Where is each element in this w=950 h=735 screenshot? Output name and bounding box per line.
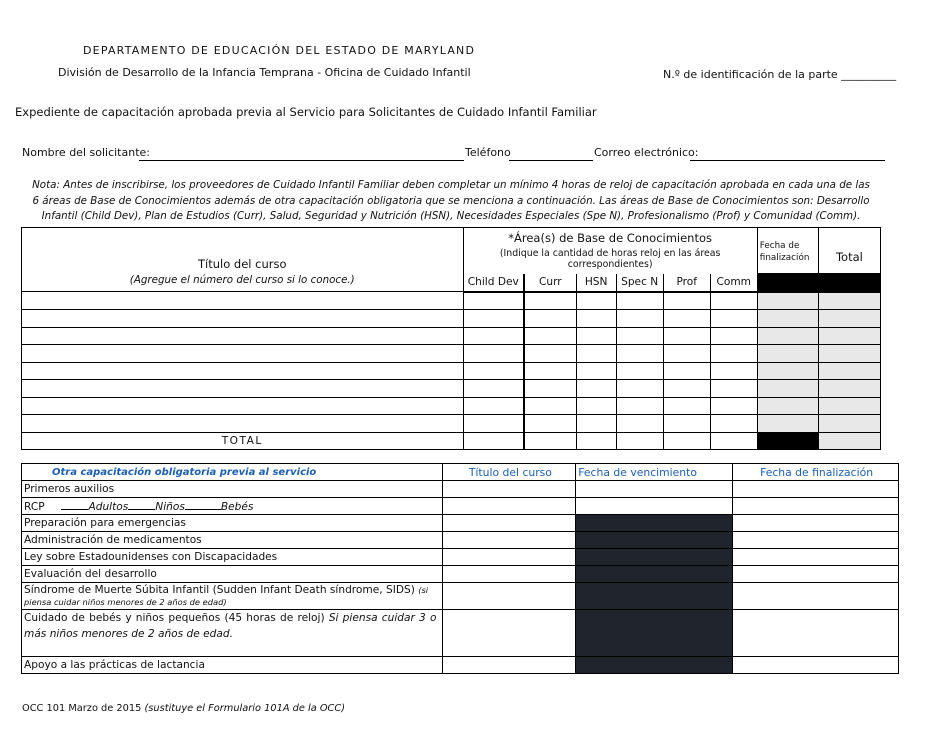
row-cpr[interactable] — [22, 498, 899, 515]
course-row[interactable] — [22, 380, 881, 398]
phone-label: Teléfono — [465, 146, 511, 159]
row-ada[interactable] — [22, 549, 899, 566]
cpr-cell — [22, 498, 443, 515]
total-row-black-cell — [757, 432, 818, 450]
first-aid-label: Primeros auxilios — [22, 481, 443, 498]
infant-care-note: Si piensa cuidar 3 o más niños menores de 2 años de edad. — [24, 612, 437, 640]
other-training-header: Otra capacitación obligatoria previa al servicio — [22, 464, 443, 481]
col-comm: Comm — [710, 274, 757, 292]
course-row[interactable] — [22, 345, 881, 363]
email-field[interactable] — [690, 146, 885, 161]
applicant-name-field[interactable] — [139, 146, 464, 161]
id-number-label: N.º de identificación de la parte __________ — [663, 68, 897, 81]
course-row[interactable] — [22, 292, 881, 310]
row-infant-care[interactable] — [22, 610, 899, 657]
course-title-sub: (Agregue el número del curso si lo conoce.) — [129, 274, 355, 286]
cpr-label: RCP — [24, 501, 45, 513]
infant-care-cell — [22, 610, 443, 657]
dev-eval-label: Evaluación del desarrollo — [22, 566, 443, 583]
completion-date-black-cell — [757, 274, 818, 292]
cpr-children-blank[interactable] — [128, 499, 155, 510]
lactation-label: Apoyo a las prácticas de lactancia — [22, 657, 443, 674]
cpr-babies-blank[interactable] — [185, 499, 221, 510]
cpr-adults-label: Adultos — [88, 501, 129, 513]
col-completion-date: Fecha de finalización — [733, 464, 899, 481]
cpr-adults-blank[interactable] — [61, 499, 88, 510]
total-header: Total — [818, 228, 880, 274]
cpr-babies-label: Bebés — [220, 501, 254, 513]
course-row[interactable] — [22, 362, 881, 380]
sids-cell — [22, 583, 443, 610]
applicant-name-label: Nombre del solicitante: — [22, 146, 150, 159]
sids-note: (si piensa cuidar niños menores de 2 años de edad) — [24, 585, 429, 607]
email-label: Correo electrónico: — [594, 146, 699, 159]
total-black-cell — [818, 274, 880, 292]
note-text: Antes de inscribirse, los proveedores de Cuidado Infantil Familiar deben completar un mínimo 4 horas de reloj de capacitación aprobada en cada una de las 6 áreas de Base de Conocimientos además de otra capacitación obligatoria que se menciona a continuación. Las áreas de Base de Conocimientos son: Desarrollo Infantil (Child Dev), Plan de Estudios (Curr), Salud, Seguridad y Nutrición (HSN), Necesidades Especiales (Spe N), Profesionalismo (Prof) y Comunidad (Comm). — [32, 179, 870, 222]
form-subtitle: Expediente de capacitación aprobada previa al Servicio para Solicitantes de Cuidado Infantil Familiar — [15, 105, 597, 119]
meds-label: Administración de medicamentos — [22, 532, 443, 549]
col-hsn: HSN — [576, 274, 616, 292]
knowledge-areas-sub: (Indique la cantidad de horas reloj en las áreas correspondientes) — [499, 248, 721, 271]
row-first-aid[interactable] — [22, 481, 899, 498]
course-row[interactable] — [22, 327, 881, 345]
sids-label: Síndrome de Muerte Súbita Infantil (Sudden Infant Death síndrome, SIDS) — [24, 584, 415, 596]
knowledge-areas-label: *Área(s) de Base de Conocimientos — [508, 231, 713, 246]
course-table — [21, 227, 881, 450]
col-expiry-date: Fecha de vencimiento — [576, 464, 733, 481]
row-lactation[interactable] — [22, 657, 899, 674]
course-row[interactable] — [22, 397, 881, 415]
knowledge-areas-header — [463, 228, 757, 274]
department-title: DEPARTAMENTO DE EDUCACIÓN DEL ESTADO DE MARYLAND — [83, 44, 476, 57]
requirements-note — [30, 178, 872, 225]
ada-label: Ley sobre Estadounidenses con Discapacidades — [22, 549, 443, 566]
col-prof: Prof — [663, 274, 710, 292]
note-lead: Nota: — [32, 179, 60, 191]
col-curr: Curr — [524, 274, 576, 292]
form-footer — [22, 703, 345, 714]
course-title-header — [22, 228, 464, 292]
other-training-table — [21, 463, 899, 674]
completion-date-header: Fecha de finalización — [757, 228, 818, 274]
cpr-children-label: Niños — [155, 501, 185, 513]
course-title-label: Título del curso — [198, 257, 287, 271]
emergency-label: Preparación para emergencias — [22, 515, 443, 532]
form-id: OCC 101 Marzo de 2015 — [22, 703, 142, 714]
division-title: División de Desarrollo de la Infancia Temprana - Oficina de Cuidado Infantil — [58, 66, 471, 79]
col-child-dev: Child Dev — [463, 274, 524, 292]
col-spec-n: Spec N — [616, 274, 663, 292]
form-replaces: (sustituye el Formulario 101A de la OCC) — [144, 703, 346, 714]
row-sids[interactable] — [22, 583, 899, 610]
total-row — [22, 432, 881, 450]
total-row-label: TOTAL — [22, 432, 464, 450]
col-course-title: Título del curso — [443, 464, 576, 481]
row-dev-eval[interactable] — [22, 566, 899, 583]
infant-care-label: Cuidado de bebés y niños pequeños (45 horas de reloj) — [24, 612, 325, 624]
row-emergency[interactable] — [22, 515, 899, 532]
course-row[interactable] — [22, 310, 881, 328]
course-row[interactable] — [22, 415, 881, 433]
phone-field[interactable] — [509, 146, 593, 161]
row-meds[interactable] — [22, 532, 899, 549]
